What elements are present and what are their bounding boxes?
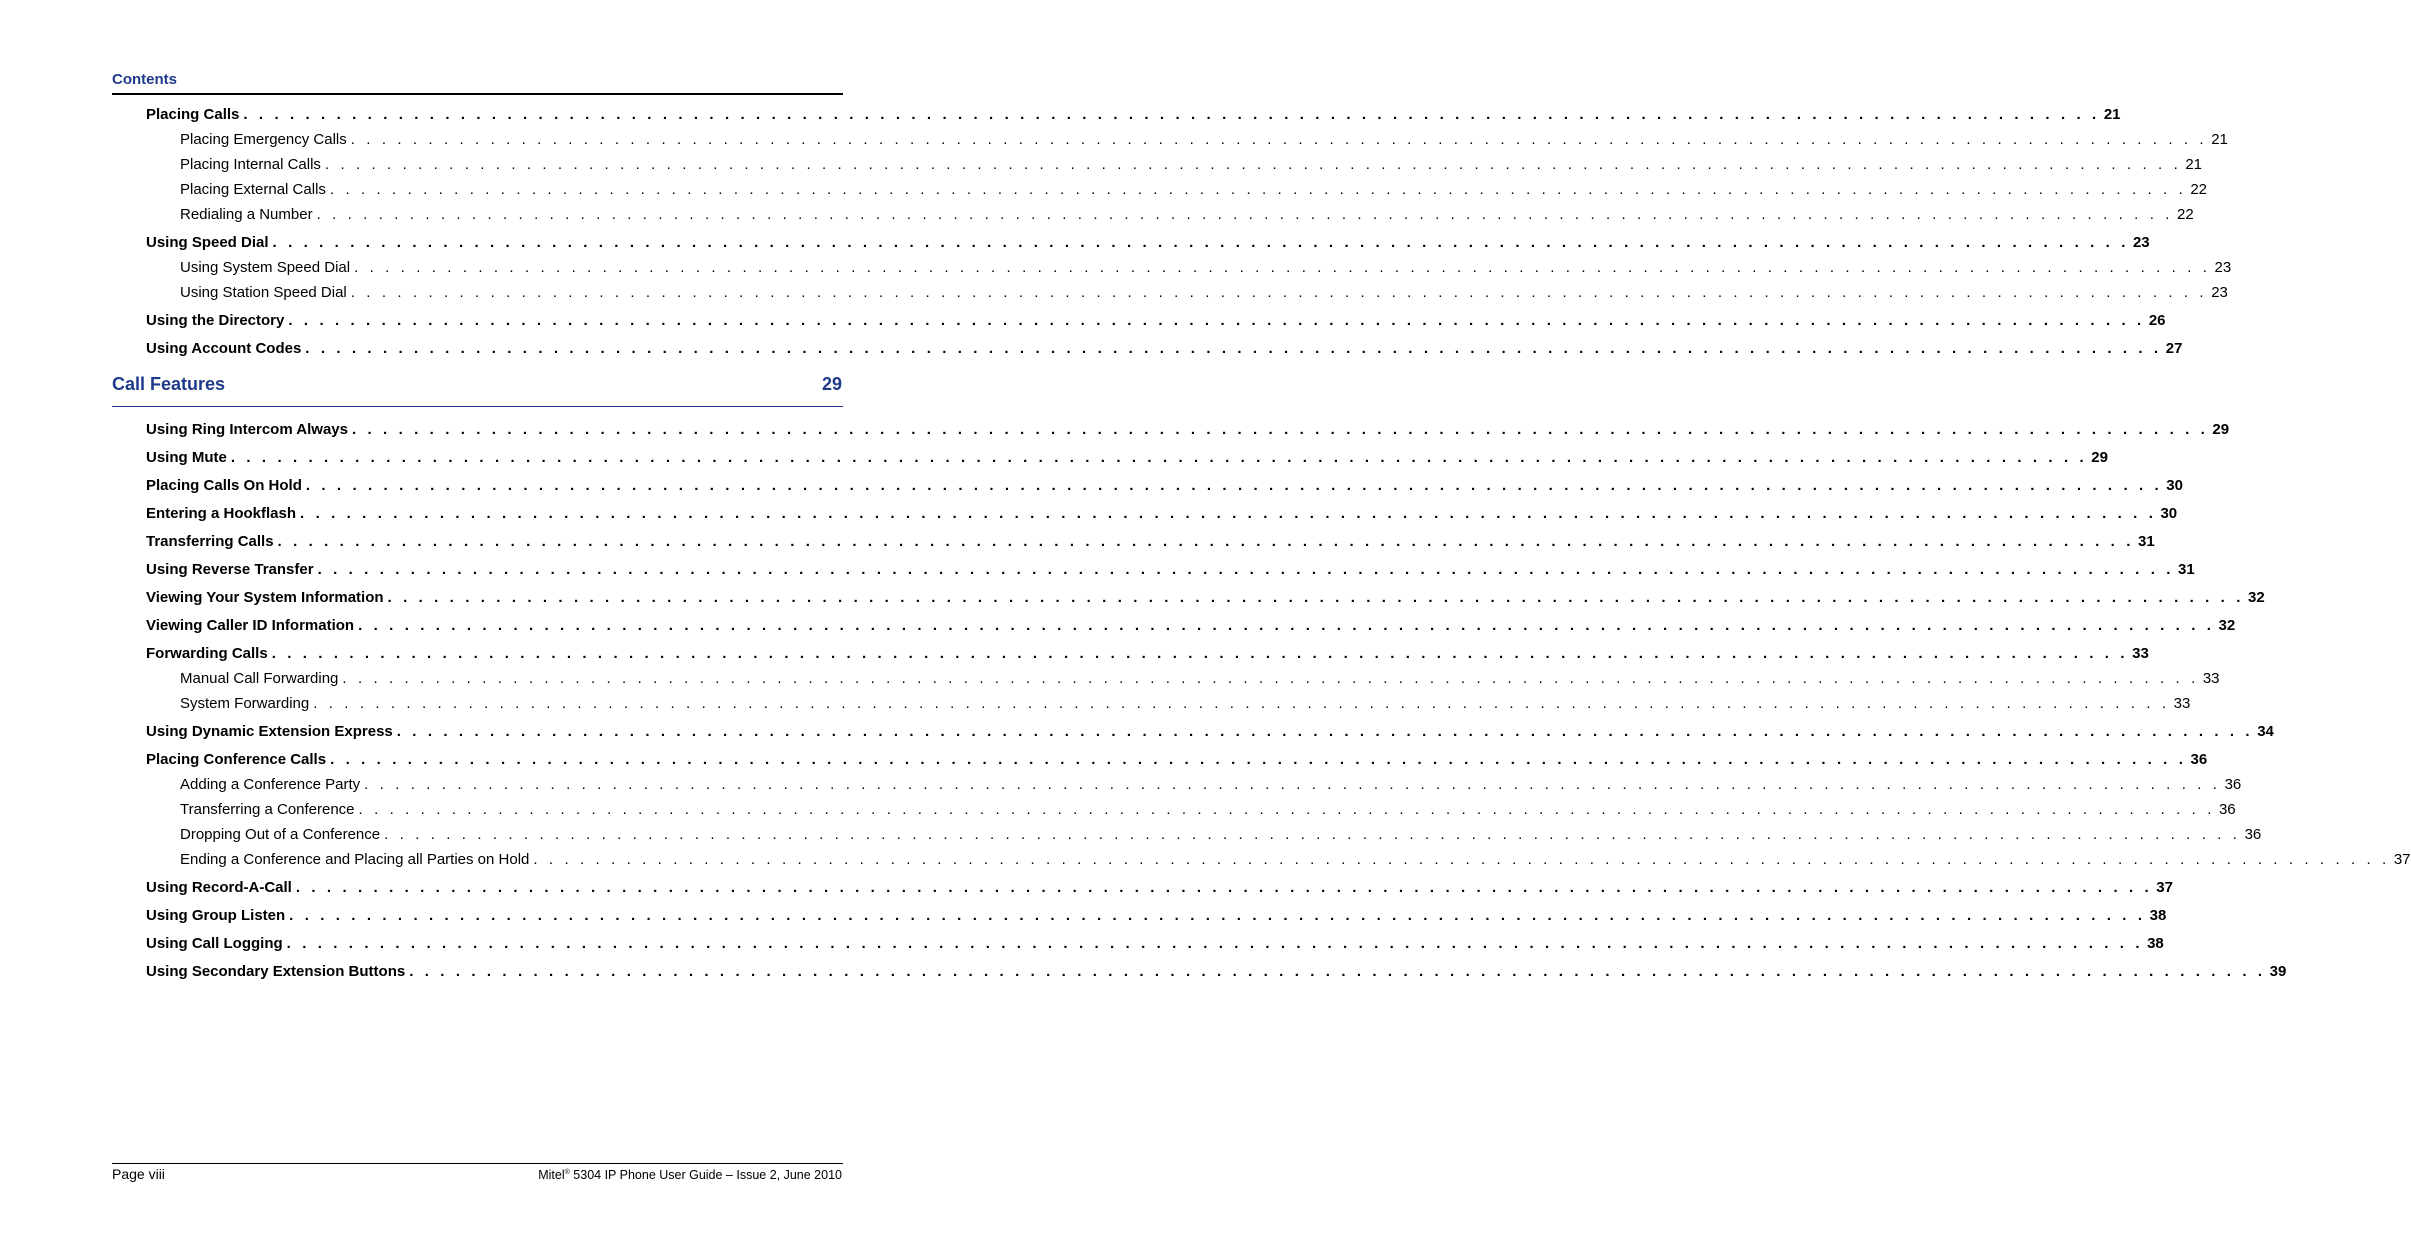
toc-entry-title: Using Reverse Transfer [146,561,314,578]
contents-header: Contents [112,71,177,88]
toc-entry[interactable] [146,617,2236,637]
toc-entry[interactable] [180,206,2194,226]
toc-entry-title: Using Group Listen [146,907,286,924]
footer-page-label: Page viii [112,1166,165,1182]
toc-entry-page: 30 [2166,477,2183,494]
toc-entry[interactable] [180,801,2236,821]
toc-entry-title: Transferring Calls [146,533,274,550]
dot-leader: . . . . . . . . . . . . . . . . . . . . . . . . . . . . . . . . . . . . . . . . . . . . . . . . . . . . . . . . . . . . . . . . . . . . . . . . . . . . . . . . . . . . . . . . . . . . . . . . . . . . . . . . . . . . . . . . . . . . . . . . [384,826,2241,843]
chapter-title: Call Features [112,374,226,394]
toc-entry[interactable] [180,695,2191,715]
toc-entry[interactable] [146,234,2150,254]
toc-entry-page: 27 [2165,340,2183,357]
dot-leader: . . . . . . . . . . . . . . . . . . . . . . . . . . . . . . . . . . . . . . . . . . . . . . . . . . . . . . . . . . . . . . . . . . . . . . . . . . . . . . . . . . . . . . . . . . . . . . . . . . . . . . . . . . . . . . . . . . . . . . . . [316,206,2174,223]
dot-leader: . . . . . . . . . . . . . . . . . . . . . . . . . . . . . . . . . . . . . . . . . . . . . . . . . . . . . . . . . . . . . . . . . . . . . . . . . . . . . . . . . . . . . . . . . . . . . . . . . . . . . . . . . . . . . . . . . . . . . . . . [409,963,2266,980]
dot-leader: . . . . . . . . . . . . . . . . . . . . . . . . . . . . . . . . . . . . . . . . . . . . . . . . . . . . . . . . . . . . . . . . . . . . . . . . . . . . . . . . . . . . . . . . . . . . . . . . . . . . . . . . . . . . . . . . . . . . . . . . [300,505,2157,522]
toc-entry[interactable] [146,533,2155,553]
toc-entry[interactable] [180,156,2203,176]
chapter-rule [112,406,843,407]
dot-leader: . . . . . . . . . . . . . . . . . . . . . . . . . . . . . . . . . . . . . . . . . . . . . . . . . . . . . . . . . . . . . . . . . . . . . . . . . . . . . . . . . . . . . . . . . . . . . . . . . . . . . . . . . . . . . . . . . . . . . . . . [271,645,2129,662]
toc-entry-page: 38 [2147,935,2164,952]
dot-leader: . . . . . . . . . . . . . . . . . . . . . . . . . . . . . . . . . . . . . . . . . . . . . . . . . . . . . . . . . . . . . . . . . . . . . . . . . . . . . . . . . . . . . . . . . . . . . . . . . . . . . . . . . . . . . . . . . . . . . . . . [230,449,2088,466]
toc-entry-page: 36 [2190,751,2208,768]
toc-entry-page: 21 [2211,131,2228,148]
footer-document-title [538,1168,842,1182]
toc-entry-title: Using Station Speed Dial [180,284,347,301]
toc-entry-page: 36 [2224,776,2242,793]
toc-entry[interactable] [146,421,2230,441]
toc-entry[interactable] [146,723,2274,743]
dot-leader: . . . . . . . . . . . . . . . . . . . . . . . . . . . . . . . . . . . . . . . . . . . . . . . . . . . . . . . . . . . . . . . . . . . . . . . . . . . . . . . . . . . . . . . . . . . . . . . . . . . . . . . . . . . . . . . . . . . . . . . . [324,156,2182,173]
toc-entry-page: 21 [2185,156,2203,173]
dot-leader: . . . . . . . . . . . . . . . . . . . . . . . . . . . . . . . . . . . . . . . . . . . . . . . . . . . . . . . . . . . . . . . . . . . . . . . . . . . . . . . . . . . . . . . . . . . . . . . . . . . . . . . . . . . . . . . . . . . . . . . . [305,340,2162,357]
toc-entry[interactable] [146,645,2149,665]
toc-entry[interactable] [146,561,2195,581]
toc-entry-title: Placing Internal Calls [180,156,321,173]
dot-leader: . . . . . . . . . . . . . . . . . . . . . . . . . . . . . . . . . . . . . . . . . . . . . . . . . . . . . . . . . . . . . . . . . . . . . . . . . . . . . . . . . . . . . . . . . . . . . . . . . . . . . . . . . . . . . . . . . . . . . . . . [350,284,2208,301]
dot-leader: . . . . . . . . . . . . . . . . . . . . . . . . . . . . . . . . . . . . . . . . . . . . . . . . . . . . . . . . . . . . . . . . . . . . . . . . . . . . . . . . . . . . . . . . . . . . . . . . . . . . . . . . . . . . . . . . . . . . . . . . [364,776,2221,793]
toc-entry-title: Using System Speed Dial [180,259,351,276]
toc-entry-title: Entering a Hookflash [146,505,297,522]
toc-entry[interactable] [180,851,2411,871]
toc-entry-title: Placing Calls [146,106,240,123]
dot-leader: . . . . . . . . . . . . . . . . . . . . . . . . . . . . . . . . . . . . . . . . . . . . . . . . . . . . . . . . . . . . . . . . . . . . . . . . . . . . . . . . . . . . . . . . . . . . . . . . . . . . . . . . . . . . . . . . . . . . . . . . [243,106,2100,123]
footer-brand-mark: ® [564,1168,570,1176]
toc-entry-page: 39 [2269,963,2287,980]
toc-entry[interactable] [146,751,2208,771]
toc-entry-title: Placing External Calls [180,181,326,198]
header-rule [112,93,843,95]
toc-entry-page: 26 [2148,312,2166,329]
toc-entry-page: 23 [2211,284,2228,301]
dot-leader: . . . . . . . . . . . . . . . . . . . . . . . . . . . . . . . . . . . . . . . . . . . . . . . . . . . . . . . . . . . . . . . . . . . . . . . . . . . . . . . . . . . . . . . . . . . . . . . . . . . . . . . . . . . . . . . . . . . . . . . . [342,670,2199,687]
toc-entry-title: Using Ring Intercom Always [146,421,348,438]
toc-entry[interactable] [146,477,2183,497]
dot-leader: . . . . . . . . . . . . . . . . . . . . . . . . . . . . . . . . . . . . . . . . . . . . . . . . . . . . . . . . . . . . . . . . . . . . . . . . . . . . . . . . . . . . . . . . . . . . . . . . . . . . . . . . . . . . . . . . . . . . . . . . [288,312,2145,329]
footer-title-text: 5304 IP Phone User Guide – Issue 2, June 2010 [569,1168,842,1182]
dot-leader: . . . . . . . . . . . . . . . . . . . . . . . . . . . . . . . . . . . . . . . . . . . . . . . . . . . . . . . . . . . . . . . . . . . . . . . . . . . . . . . . . . . . . . . . . . . . . . . . . . . . . . . . . . . . . . . . . . . . . . . . [396,723,2254,740]
toc-entry-page: 23 [2132,234,2150,251]
toc-entry[interactable] [180,131,2228,151]
toc-entry-page: 36 [2218,801,2236,818]
toc-entry-page: 36 [2244,826,2262,843]
toc-entry-page: 22 [2190,181,2208,198]
toc-entry-title: Ending a Conference and Placing all Parties on Hold [180,851,530,868]
dot-leader: . . . . . . . . . . . . . . . . . . . . . . . . . . . . . . . . . . . . . . . . . . . . . . . . . . . . . . . . . . . . . . . . . . . . . . . . . . . . . . . . . . . . . . . . . . . . . . . . . . . . . . . . . . . . . . . . . . . . . . . . [305,477,2163,494]
toc-entry-page: 37 [2393,851,2411,868]
toc-entry-title: Placing Conference Calls [146,751,327,768]
toc-entry-title: Redialing a Number [180,206,313,223]
toc-entry-title: Using Record-A-Call [146,879,292,896]
toc-entry-title: Dropping Out of a Conference [180,826,381,843]
toc-entry[interactable] [146,449,2108,469]
toc-entry[interactable] [146,879,2173,899]
toc-entry-page: 32 [2218,617,2236,634]
dot-leader: . . . . . . . . . . . . . . . . . . . . . . . . . . . . . . . . . . . . . . . . . . . . . . . . . . . . . . . . . . . . . . . . . . . . . . . . . . . . . . . . . . . . . . . . . . . . . . . . . . . . . . . . . . . . . . . . . . . . . . . . [289,907,2146,924]
dot-leader: . . . . . . . . . . . . . . . . . . . . . . . . . . . . . . . . . . . . . . . . . . . . . . . . . . . . . . . . . . . . . . . . . . . . . . . . . . . . . . . . . . . . . . . . . . . . . . . . . . . . . . . . . . . . . . . . . . . . . . . . [272,234,2129,251]
toc-entry-page: 31 [2137,533,2155,550]
toc-entry-page: 33 [2132,645,2149,662]
dot-leader: . . . . . . . . . . . . . . . . . . . . . . . . . . . . . . . . . . . . . . . . . . . . . . . . . . . . . . . . . . . . . . . . . . . . . . . . . . . . . . . . . . . . . . . . . . . . . . . . . . . . . . . . . . . . . . . . . . . . . . . . [358,617,2215,634]
chapter-page: 29 [821,374,842,394]
dot-leader: . . . . . . . . . . . . . . . . . . . . . . . . . . . . . . . . . . . . . . . . . . . . . . . . . . . . . . . . . . . . . . . . . . . . . . . . . . . . . . . . . . . . . . . . . . . . . . . . . . . . . . . . . . . . . . . . . . . . . . . . [330,751,2187,768]
dot-leader: . . . . . . . . . . . . . . . . . . . . . . . . . . . . . . . . . . . . . . . . . . . . . . . . . . . . . . . . . . . . . . . . . . . . . . . . . . . . . . . . . . . . . . . . . . . . . . . . . . . . . . . . . . . . . . . . . . . . . . . . [387,589,2244,606]
dot-leader: . . . . . . . . . . . . . . . . . . . . . . . . . . . . . . . . . . . . . . . . . . . . . . . . . . . . . . . . . . . . . . . . . . . . . . . . . . . . . . . . . . . . . . . . . . . . . . . . . . . . . . . . . . . . . . . . . . . . . . . . [295,879,2153,896]
toc-entry-title: Transferring a Conference [180,801,355,818]
toc-entry-title: Viewing Your System Information [146,589,384,606]
toc-entry-title: Using Speed Dial [146,234,269,251]
dot-leader: . . . . . . . . . . . . . . . . . . . . . . . . . . . . . . . . . . . . . . . . . . . . . . . . . . . . . . . . . . . . . . . . . . . . . . . . . . . . . . . . . . . . . . . . . . . . . . . . . . . . . . . . . . . . . . . . . . . . . . . . [351,421,2209,438]
toc-entry-page: 22 [2177,206,2194,223]
dot-leader: . . . . . . . . . . . . . . . . . . . . . . . . . . . . . . . . . . . . . . . . . . . . . . . . . . . . . . . . . . . . . . . . . . . . . . . . . . . . . . . . . . . . . . . . . . . . . . . . . . . . . . . . . . . . . . . . . . . . . . . . [317,561,2175,578]
toc-entry[interactable] [180,670,2220,690]
dot-leader: . . . . . . . . . . . . . . . . . . . . . . . . . . . . . . . . . . . . . . . . . . . . . . . . . . . . . . . . . . . . . . . . . . . . . . . . . . . . . . . . . . . . . . . . . . . . . . . . . . . . . . . . . . . . . . . . . . . . . . . . [358,801,2215,818]
toc-entry-title: Using the Directory [146,312,285,329]
toc-entry-page: 32 [2247,589,2265,606]
toc-entry[interactable] [146,106,2121,126]
toc-entry[interactable] [146,907,2167,927]
toc-entry[interactable] [146,312,2166,332]
toc-entry-title: Using Dynamic Extension Express [146,723,393,740]
toc-entry[interactable] [180,259,2232,279]
dot-leader: . . . . . . . . . . . . . . . . . . . . . . . . . . . . . . . . . . . . . . . . . . . . . . . . . . . . . . . . . . . . . . . . . . . . . . . . . . . . . . . . . . . . . . . . . . . . . . . . . . . . . . . . . . . . . . . . . . . . . . . . [354,259,2211,276]
toc-entry-page: 21 [2103,106,2121,123]
toc-entry-title: Using Call Logging [146,935,283,952]
toc-entry-title: Placing Calls On Hold [146,477,302,494]
chapter-heading[interactable] [112,374,842,395]
toc-entry[interactable] [180,826,2262,846]
dot-leader: . . . . . . . . . . . . . . . . . . . . . . . . . . . . . . . . . . . . . . . . . . . . . . . . . . . . . . . . . . . . . . . . . . . . . . . . . . . . . . . . . . . . . . . . . . . . . . . . . . . . . . . . . . . . . . . . . . . . . . . . [313,695,2170,712]
toc-entry[interactable] [146,935,2164,955]
toc-entry[interactable] [180,776,2242,796]
toc-entry[interactable] [180,181,2208,201]
dot-leader: . . . . . . . . . . . . . . . . . . . . . . . . . . . . . . . . . . . . . . . . . . . . . . . . . . . . . . . . . . . . . . . . . . . . . . . . . . . . . . . . . . . . . . . . . . . . . . . . . . . . . . . . . . . . . . . . . . . . . . . . [533,851,2390,868]
toc-entry-page: 29 [2212,421,2230,438]
toc-entry-title: Manual Call Forwarding [180,670,339,687]
toc-entry-page: 29 [2091,449,2108,466]
dot-leader: . . . . . . . . . . . . . . . . . . . . . . . . . . . . . . . . . . . . . . . . . . . . . . . . . . . . . . . . . . . . . . . . . . . . . . . . . . . . . . . . . . . . . . . . . . . . . . . . . . . . . . . . . . . . . . . . . . . . . . . . [286,935,2144,952]
dot-leader: . . . . . . . . . . . . . . . . . . . . . . . . . . . . . . . . . . . . . . . . . . . . . . . . . . . . . . . . . . . . . . . . . . . . . . . . . . . . . . . . . . . . . . . . . . . . . . . . . . . . . . . . . . . . . . . . . . . . . . . . [277,533,2134,550]
toc-entry[interactable] [146,505,2178,525]
footer-rule [112,1163,843,1164]
toc-entry-title: Adding a Conference Party [180,776,361,793]
toc-entry-page: 30 [2160,505,2178,522]
toc-entry-title: Placing Emergency Calls [180,131,347,148]
toc-entry-page: 38 [2149,907,2167,924]
toc-entry-page: 33 [2202,670,2220,687]
toc-entry-title: Forwarding Calls [146,645,268,662]
toc-entry-page: 37 [2156,879,2173,896]
footer-brand: Mitel [538,1168,565,1182]
toc-entry-title: Viewing Caller ID Information [146,617,355,634]
toc-entry-page: 31 [2178,561,2195,578]
dot-leader: . . . . . . . . . . . . . . . . . . . . . . . . . . . . . . . . . . . . . . . . . . . . . . . . . . . . . . . . . . . . . . . . . . . . . . . . . . . . . . . . . . . . . . . . . . . . . . . . . . . . . . . . . . . . . . . . . . . . . . . . [329,181,2187,198]
toc-entry-page: 34 [2257,723,2274,740]
dot-leader: . . . . . . . . . . . . . . . . . . . . . . . . . . . . . . . . . . . . . . . . . . . . . . . . . . . . . . . . . . . . . . . . . . . . . . . . . . . . . . . . . . . . . . . . . . . . . . . . . . . . . . . . . . . . . . . . . . . . . . . . [350,131,2208,148]
toc-entry-title: Using Secondary Extension Buttons [146,963,406,980]
toc-entry[interactable] [146,340,2183,360]
toc-entry-title: System Forwarding [180,695,310,712]
toc-entry[interactable] [146,589,2265,609]
toc-entry[interactable] [146,963,2287,983]
toc-entry-page: 33 [2173,695,2191,712]
toc-entry-title: Using Account Codes [146,340,302,357]
toc-entry-title: Using Mute [146,449,227,466]
toc-entry[interactable] [180,284,2228,304]
toc-entry-page: 23 [2214,259,2232,276]
